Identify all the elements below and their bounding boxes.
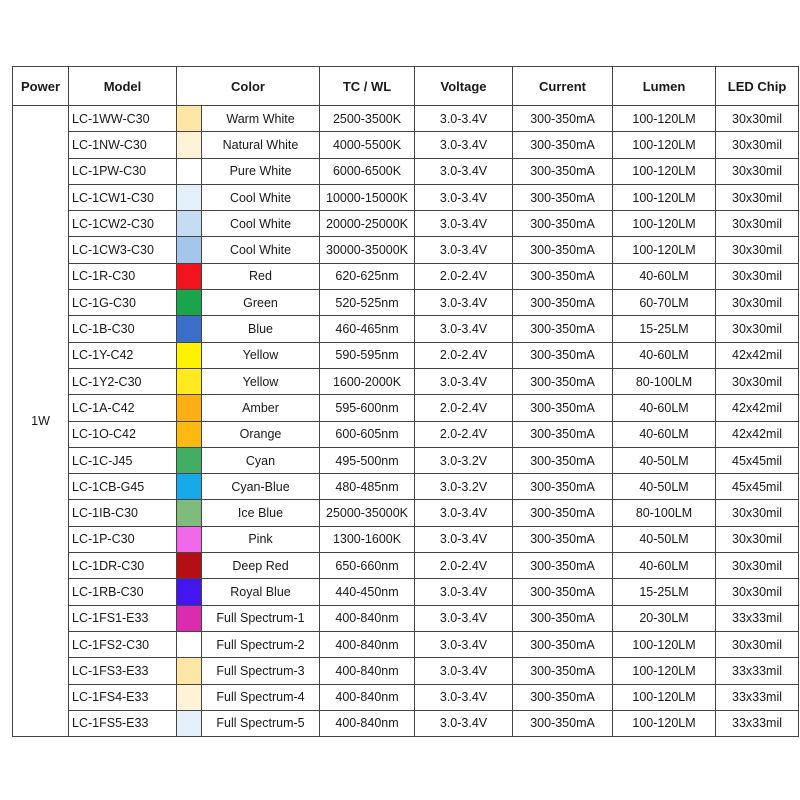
color-swatch (177, 710, 202, 736)
current-cell: 300-350mA (513, 658, 613, 684)
tc-wl-cell: 595-600nm (320, 395, 415, 421)
current-cell: 300-350mA (513, 106, 613, 132)
color-name-cell: Full Spectrum-4 (202, 684, 320, 710)
tc-wl-cell: 4000-5500K (320, 132, 415, 158)
tc-wl-cell: 400-840nm (320, 710, 415, 736)
voltage-cell: 3.0-3.2V (415, 447, 513, 473)
color-name-cell: Pure White (202, 158, 320, 184)
current-cell: 300-350mA (513, 263, 613, 289)
current-cell: 300-350mA (513, 132, 613, 158)
model-cell: LC-1CB-G45 (69, 474, 177, 500)
header-lumen: Lumen (613, 67, 716, 106)
model-cell: LC-1PW-C30 (69, 158, 177, 184)
led-chip-cell: 30x30mil (716, 237, 799, 263)
led-chip-cell: 42x42mil (716, 342, 799, 368)
led-chip-cell: 33x33mil (716, 684, 799, 710)
header-led-chip: LED Chip (716, 67, 799, 106)
table-row (13, 211, 799, 237)
color-swatch (177, 631, 202, 657)
current-cell: 300-350mA (513, 710, 613, 736)
color-swatch (177, 316, 202, 342)
led-chip-cell: 30x30mil (716, 132, 799, 158)
current-cell: 300-350mA (513, 316, 613, 342)
tc-wl-cell: 460-465nm (320, 316, 415, 342)
color-name-cell: Deep Red (202, 553, 320, 579)
model-cell: LC-1P-C30 (69, 526, 177, 552)
table-row (13, 710, 799, 736)
voltage-cell: 3.0-3.4V (415, 184, 513, 210)
led-chip-cell: 30x30mil (716, 631, 799, 657)
table-row (13, 368, 799, 394)
power-cell: 1W (13, 106, 69, 737)
current-cell: 300-350mA (513, 290, 613, 316)
color-swatch (177, 658, 202, 684)
led-chip-cell: 30x30mil (716, 368, 799, 394)
current-cell: 300-350mA (513, 184, 613, 210)
table-row (13, 579, 799, 605)
table-row (13, 263, 799, 289)
color-swatch (177, 395, 202, 421)
led-chip-cell: 33x33mil (716, 605, 799, 631)
current-cell: 300-350mA (513, 368, 613, 394)
model-cell: LC-1R-C30 (69, 263, 177, 289)
lumen-cell: 100-120LM (613, 658, 716, 684)
led-chip-cell: 30x30mil (716, 579, 799, 605)
model-cell: LC-1FS2-C30 (69, 631, 177, 657)
led-chip-cell: 30x30mil (716, 526, 799, 552)
current-cell: 300-350mA (513, 500, 613, 526)
color-swatch (177, 500, 202, 526)
model-cell: LC-1WW-C30 (69, 106, 177, 132)
tc-wl-cell: 400-840nm (320, 684, 415, 710)
color-name-cell: Cool White (202, 237, 320, 263)
lumen-cell: 40-50LM (613, 474, 716, 500)
color-name-cell: Natural White (202, 132, 320, 158)
table-row (13, 605, 799, 631)
table-row (13, 316, 799, 342)
voltage-cell: 3.0-3.2V (415, 474, 513, 500)
color-name-cell: Warm White (202, 106, 320, 132)
lumen-cell: 40-60LM (613, 395, 716, 421)
voltage-cell: 3.0-3.4V (415, 526, 513, 552)
lumen-cell: 40-50LM (613, 447, 716, 473)
led-chip-cell: 42x42mil (716, 421, 799, 447)
voltage-cell: 3.0-3.4V (415, 631, 513, 657)
current-cell: 300-350mA (513, 211, 613, 237)
model-cell: LC-1CW3-C30 (69, 237, 177, 263)
model-cell: LC-1B-C30 (69, 316, 177, 342)
tc-wl-cell: 440-450nm (320, 579, 415, 605)
led-chip-cell: 30x30mil (716, 106, 799, 132)
voltage-cell: 3.0-3.4V (415, 237, 513, 263)
table-row (13, 290, 799, 316)
color-name-cell: Royal Blue (202, 579, 320, 605)
lumen-cell: 100-120LM (613, 184, 716, 210)
model-cell: LC-1CW2-C30 (69, 211, 177, 237)
table-row (13, 421, 799, 447)
lumen-cell: 100-120LM (613, 158, 716, 184)
tc-wl-cell: 20000-25000K (320, 211, 415, 237)
table-row (13, 132, 799, 158)
led-chip-cell: 30x30mil (716, 211, 799, 237)
lumen-cell: 100-120LM (613, 237, 716, 263)
model-cell: LC-1FS5-E33 (69, 710, 177, 736)
model-cell: LC-1Y-C42 (69, 342, 177, 368)
lumen-cell: 100-120LM (613, 132, 716, 158)
tc-wl-cell: 2500-3500K (320, 106, 415, 132)
color-swatch (177, 553, 202, 579)
lumen-cell: 40-60LM (613, 553, 716, 579)
lumen-cell: 100-120LM (613, 710, 716, 736)
table-row (13, 553, 799, 579)
led-chip-cell: 30x30mil (716, 500, 799, 526)
voltage-cell: 3.0-3.4V (415, 368, 513, 394)
voltage-cell: 3.0-3.4V (415, 500, 513, 526)
color-swatch (177, 447, 202, 473)
color-swatch (177, 290, 202, 316)
header-voltage: Voltage (415, 67, 513, 106)
led-chip-cell: 30x30mil (716, 316, 799, 342)
color-swatch (177, 684, 202, 710)
model-cell: LC-1CW1-C30 (69, 184, 177, 210)
current-cell: 300-350mA (513, 526, 613, 552)
color-swatch (177, 579, 202, 605)
table-row (13, 106, 799, 132)
model-cell: LC-1C-J45 (69, 447, 177, 473)
voltage-cell: 2.0-2.4V (415, 421, 513, 447)
current-cell: 300-350mA (513, 605, 613, 631)
current-cell: 300-350mA (513, 553, 613, 579)
current-cell: 300-350mA (513, 158, 613, 184)
voltage-cell: 3.0-3.4V (415, 290, 513, 316)
color-swatch (177, 106, 202, 132)
color-name-cell: Cyan-Blue (202, 474, 320, 500)
voltage-cell: 3.0-3.4V (415, 658, 513, 684)
tc-wl-cell: 10000-15000K (320, 184, 415, 210)
voltage-cell: 2.0-2.4V (415, 342, 513, 368)
color-swatch (177, 421, 202, 447)
current-cell: 300-350mA (513, 237, 613, 263)
tc-wl-cell: 590-595nm (320, 342, 415, 368)
color-name-cell: Yellow (202, 368, 320, 394)
tc-wl-cell: 400-840nm (320, 605, 415, 631)
lumen-cell: 80-100LM (613, 368, 716, 394)
led-chip-cell: 45x45mil (716, 474, 799, 500)
color-name-cell: Red (202, 263, 320, 289)
table-row (13, 158, 799, 184)
lumen-cell: 100-120LM (613, 684, 716, 710)
led-chip-cell: 33x33mil (716, 710, 799, 736)
color-swatch (177, 263, 202, 289)
lumen-cell: 40-60LM (613, 263, 716, 289)
color-swatch (177, 184, 202, 210)
table-body (13, 106, 799, 737)
tc-wl-cell: 1300-1600K (320, 526, 415, 552)
lumen-cell: 20-30LM (613, 605, 716, 631)
voltage-cell: 3.0-3.4V (415, 106, 513, 132)
led-chip-cell: 42x42mil (716, 395, 799, 421)
current-cell: 300-350mA (513, 421, 613, 447)
color-name-cell: Pink (202, 526, 320, 552)
table-row (13, 447, 799, 473)
tc-wl-cell: 495-500nm (320, 447, 415, 473)
color-name-cell: Full Spectrum-2 (202, 631, 320, 657)
model-cell: LC-1FS4-E33 (69, 684, 177, 710)
model-cell: LC-1IB-C30 (69, 500, 177, 526)
lumen-cell: 40-50LM (613, 526, 716, 552)
color-name-cell: Amber (202, 395, 320, 421)
current-cell: 300-350mA (513, 579, 613, 605)
color-name-cell: Yellow (202, 342, 320, 368)
color-name-cell: Blue (202, 316, 320, 342)
color-swatch (177, 526, 202, 552)
lumen-cell: 100-120LM (613, 631, 716, 657)
color-name-cell: Cyan (202, 447, 320, 473)
model-cell: LC-1G-C30 (69, 290, 177, 316)
header-row (13, 67, 799, 106)
current-cell: 300-350mA (513, 395, 613, 421)
lumen-cell: 40-60LM (613, 421, 716, 447)
led-chip-cell: 30x30mil (716, 263, 799, 289)
current-cell: 300-350mA (513, 684, 613, 710)
color-swatch (177, 368, 202, 394)
tc-wl-cell: 1600-2000K (320, 368, 415, 394)
lumen-cell: 80-100LM (613, 500, 716, 526)
color-name-cell: Full Spectrum-3 (202, 658, 320, 684)
table-row (13, 658, 799, 684)
voltage-cell: 3.0-3.4V (415, 316, 513, 342)
current-cell: 300-350mA (513, 447, 613, 473)
table-row (13, 342, 799, 368)
table-row (13, 631, 799, 657)
color-name-cell: Cool White (202, 211, 320, 237)
color-name-cell: Green (202, 290, 320, 316)
lumen-cell: 15-25LM (613, 579, 716, 605)
header-power: Power (13, 67, 69, 106)
led-chip-cell: 30x30mil (716, 290, 799, 316)
color-name-cell: Orange (202, 421, 320, 447)
led-chip-cell: 33x33mil (716, 658, 799, 684)
table-row (13, 184, 799, 210)
voltage-cell: 2.0-2.4V (415, 553, 513, 579)
led-chip-cell: 30x30mil (716, 158, 799, 184)
color-name-cell: Full Spectrum-5 (202, 710, 320, 736)
header-tc-wl: TC / WL (320, 67, 415, 106)
tc-wl-cell: 30000-35000K (320, 237, 415, 263)
table-row (13, 526, 799, 552)
voltage-cell: 2.0-2.4V (415, 263, 513, 289)
current-cell: 300-350mA (513, 342, 613, 368)
voltage-cell: 2.0-2.4V (415, 395, 513, 421)
tc-wl-cell: 400-840nm (320, 658, 415, 684)
voltage-cell: 3.0-3.4V (415, 158, 513, 184)
table-row (13, 500, 799, 526)
lumen-cell: 100-120LM (613, 211, 716, 237)
header-color: Color (177, 67, 320, 106)
model-cell: LC-1Y2-C30 (69, 368, 177, 394)
table-row (13, 395, 799, 421)
model-cell: LC-1O-C42 (69, 421, 177, 447)
color-name-cell: Cool White (202, 184, 320, 210)
tc-wl-cell: 600-605nm (320, 421, 415, 447)
lumen-cell: 60-70LM (613, 290, 716, 316)
tc-wl-cell: 6000-6500K (320, 158, 415, 184)
color-name-cell: Full Spectrum-1 (202, 605, 320, 631)
table-row (13, 237, 799, 263)
tc-wl-cell: 400-840nm (320, 631, 415, 657)
voltage-cell: 3.0-3.4V (415, 132, 513, 158)
table-row (13, 684, 799, 710)
tc-wl-cell: 25000-35000K (320, 500, 415, 526)
color-swatch (177, 132, 202, 158)
model-cell: LC-1DR-C30 (69, 553, 177, 579)
model-cell: LC-1RB-C30 (69, 579, 177, 605)
header-current: Current (513, 67, 613, 106)
voltage-cell: 3.0-3.4V (415, 684, 513, 710)
voltage-cell: 3.0-3.4V (415, 211, 513, 237)
led-chip-cell: 30x30mil (716, 184, 799, 210)
color-swatch (177, 237, 202, 263)
header-model: Model (69, 67, 177, 106)
lumen-cell: 15-25LM (613, 316, 716, 342)
tc-wl-cell: 480-485nm (320, 474, 415, 500)
color-name-cell: Ice Blue (202, 500, 320, 526)
lumen-cell: 100-120LM (613, 106, 716, 132)
tc-wl-cell: 620-625nm (320, 263, 415, 289)
voltage-cell: 3.0-3.4V (415, 579, 513, 605)
tc-wl-cell: 520-525nm (320, 290, 415, 316)
model-cell: LC-1A-C42 (69, 395, 177, 421)
color-swatch (177, 605, 202, 631)
led-chip-cell: 45x45mil (716, 447, 799, 473)
model-cell: LC-1NW-C30 (69, 132, 177, 158)
lumen-cell: 40-60LM (613, 342, 716, 368)
model-cell: LC-1FS1-E33 (69, 605, 177, 631)
color-swatch (177, 342, 202, 368)
voltage-cell: 3.0-3.4V (415, 710, 513, 736)
current-cell: 300-350mA (513, 474, 613, 500)
color-swatch (177, 211, 202, 237)
tc-wl-cell: 650-660nm (320, 553, 415, 579)
led-spec-table (12, 66, 799, 737)
color-swatch (177, 158, 202, 184)
model-cell: LC-1FS3-E33 (69, 658, 177, 684)
table-row (13, 474, 799, 500)
current-cell: 300-350mA (513, 631, 613, 657)
led-chip-cell: 30x30mil (716, 553, 799, 579)
color-swatch (177, 474, 202, 500)
voltage-cell: 3.0-3.4V (415, 605, 513, 631)
